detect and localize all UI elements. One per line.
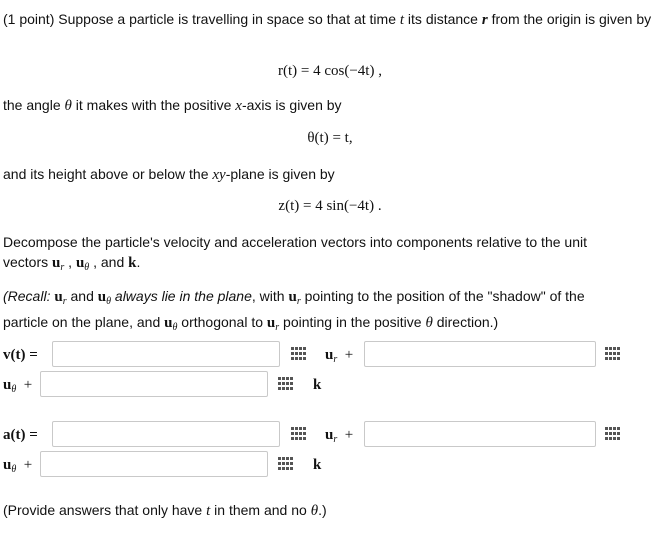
acceleration-k-label: k	[313, 457, 322, 473]
velocity-utheta-input[interactable]	[364, 341, 596, 367]
acceleration-label: a(t) =	[3, 427, 38, 443]
keypad-grid-icon[interactable]	[289, 425, 309, 443]
acceleration-ur-label: $u_r$ +	[325, 427, 354, 445]
footer-note: (Provide answers that only have t in them and no θ.)	[3, 502, 327, 519]
point-value: (1 point)	[3, 11, 55, 27]
height-text: and its height above or below the xy-plane is given by	[3, 166, 335, 183]
equation-theta: θ(t) = t,	[307, 130, 353, 146]
keypad-grid-icon[interactable]	[276, 455, 296, 473]
acceleration-utheta-label: $u_\theta$ +	[3, 457, 33, 475]
angle-text: the angle θ it makes with the positive x-axis is given by	[3, 97, 342, 114]
acceleration-utheta-input[interactable]	[364, 421, 596, 447]
acceleration-k-input[interactable]	[40, 451, 268, 477]
recall-text: (Recall: $u_r$ and $u_\theta$ always lie in the plane, with $u_r$ pointing to the position of the "shadow" of the particle on the plane, and $u_\theta$ orthogonal to $u_r$ pointing in the positive θ direction.)	[3, 288, 585, 333]
keypad-grid-icon[interactable]	[289, 345, 309, 363]
equation-r: r(t) = 4 cos(−4t) ,	[278, 63, 382, 79]
acceleration-ur-input[interactable]	[52, 421, 280, 447]
velocity-ur-input[interactable]	[52, 341, 280, 367]
velocity-k-input[interactable]	[40, 371, 268, 397]
equation-z: z(t) = 4 sin(−4t) .	[278, 198, 382, 214]
keypad-grid-icon[interactable]	[603, 345, 623, 363]
decompose-text: Decompose the particle's velocity and acceleration vectors into components relative to the unit vectors $u_r$ , $u_\theta$ , and k.	[3, 234, 587, 273]
keypad-grid-icon[interactable]	[603, 425, 623, 443]
velocity-utheta-label: $u_\theta$ +	[3, 377, 33, 395]
velocity-label: v(t) =	[3, 347, 38, 363]
velocity-ur-label: $u_r$ +	[325, 347, 354, 365]
velocity-k-label: k	[313, 377, 322, 393]
problem-intro: (1 point) Suppose a particle is travelling in space so that at time t its distance r from the origin is given by	[3, 11, 652, 28]
keypad-grid-icon[interactable]	[276, 375, 296, 393]
